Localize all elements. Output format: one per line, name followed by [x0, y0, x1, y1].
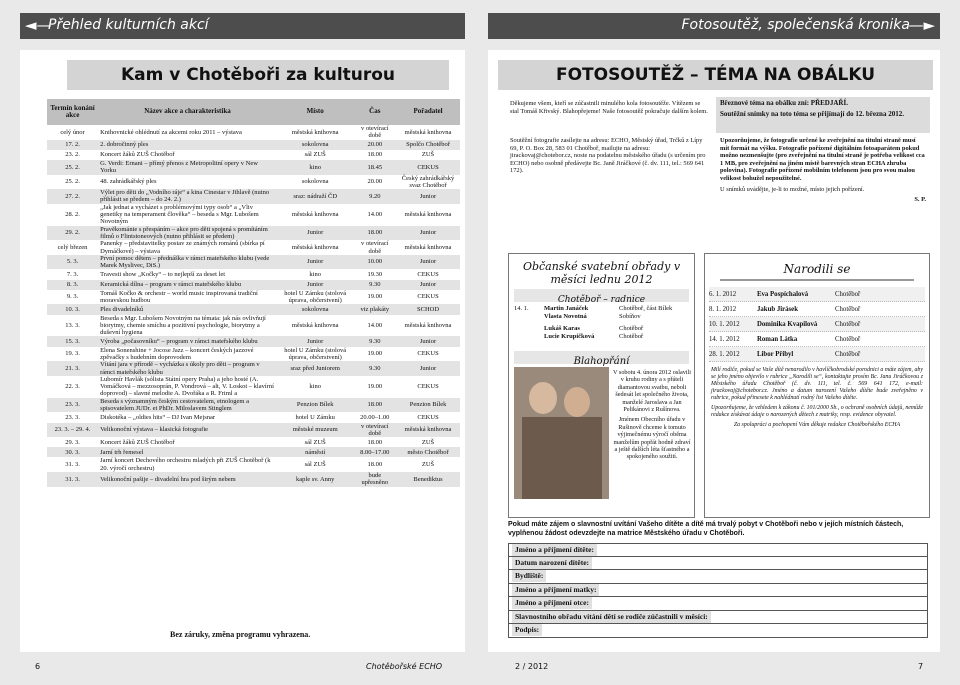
- cell-date: 17. 2.: [47, 140, 98, 150]
- col-date: Termín konání akce: [47, 99, 98, 125]
- congrats-text-2: Jménem Obecního úřadu v Rušinově chceme k tomuto výjimečnému výročí oběma manželům popřát hodně zdraví a ještě dalších léta šťastného a spokojeného soužití.: [613, 416, 691, 461]
- cell-date: celý únor: [60, 128, 85, 136]
- cell-date: 23. 3.: [65, 413, 80, 421]
- form-field-label: Jméno a příjmení otce:: [512, 597, 592, 609]
- cell-place: Junior: [277, 280, 354, 290]
- form-field-label: Datum narození dítěte:: [512, 557, 592, 569]
- table-row: [47, 457, 460, 472]
- cell-time: 9.30: [354, 361, 397, 376]
- births-notice-1: Milí rodiče, pokud se Vaše dítě nenarodilo v havlíčkobrodské porodnici a máte zájem, aby se jeho jméno objevilo v rubrice „Narodili se“, kontaktujte prosím Bc. Janu Jiráčkovou z Městského úřadu Chotěboř (č. dv. 111, tel. č. 569 641 172, e-mail: jirackovaj@chotebor.cz. Jméno a datum narození Vašeho dítěte bude zveřejněno v rubrice, pokud přinesete k nahlédnutí rodný list Vašeho dítěte.: [711, 367, 923, 401]
- form-field-label: Podpis:: [512, 624, 542, 636]
- cell-date: 21. 3.: [47, 361, 98, 376]
- left-header-title: Přehled kulturních akcí: [48, 17, 209, 33]
- cell-organizer: CEKUS: [417, 270, 439, 278]
- table-row: [47, 398, 460, 413]
- cell-place: sokolovna: [277, 140, 354, 150]
- cell-organizer: městská knihovna: [404, 243, 452, 251]
- cell-organizer: Junior: [396, 189, 460, 204]
- col-time: Čas: [354, 99, 397, 125]
- cell-place: kaple sv. Anny: [277, 472, 354, 487]
- theme-deadline: Soutěžní snímky na toto téma se přijímají do 12. března 2012.: [720, 109, 904, 118]
- table-row: [47, 269, 460, 279]
- table-row: [47, 412, 460, 422]
- form-field[interactable]: [508, 543, 928, 557]
- cell-organizer: městská knihovna: [404, 211, 452, 219]
- cell-organizer: město Chotěboř: [396, 447, 460, 457]
- cell-place: sál ZUŠ: [304, 438, 326, 446]
- cell-date: 5. 3.: [47, 255, 98, 270]
- cell-date: 29. 3.: [65, 438, 80, 446]
- cell-time: 20.00–1.00: [360, 413, 390, 421]
- cell-place: Junior: [277, 226, 354, 241]
- cell-time: 9.20: [354, 189, 397, 204]
- cell-name: První pomoc dětem – přednáška v rámci mateřského klubu (vede Marek Myslivec, DiS.): [98, 255, 277, 270]
- cell-name: „Jak jednat a vycházet s problémovými typy osob“ a „Vliv genetiky na temperament člověka“ – beseda s Mgr. Lubošem Novotným: [100, 203, 259, 226]
- photo-face-left: [529, 382, 557, 414]
- cell-organizer: SCHOD: [396, 304, 460, 314]
- cell-time: 20.00: [354, 140, 397, 150]
- births-title: Narodili se: [720, 262, 914, 281]
- cell-date: 31. 3.: [47, 472, 98, 487]
- table-row: [47, 140, 460, 150]
- birth-date: 8. 1. 2012: [709, 306, 737, 313]
- cell-date: 10. 3.: [47, 304, 98, 314]
- form-field-label: Jméno a příjmení matky:: [512, 584, 599, 596]
- spouse-residence: Chotěboř: [619, 333, 644, 340]
- cell-organizer: ZUŠ: [421, 151, 435, 159]
- baby-name: Libor Přibyl: [757, 351, 794, 358]
- spouse-name: Lukáš Karas: [544, 325, 580, 332]
- right-page-number: 7: [918, 662, 924, 671]
- form-field-label: Slavnostního obřadu vítání dětí se rodiče zúčastnili v měsíci:: [512, 611, 711, 623]
- cell-place: sál ZUŠ: [304, 151, 326, 159]
- baby-name: Jakub Jirásek: [757, 306, 798, 313]
- cell-organizer: Český zahrádkářský svaz Chotěboř: [401, 174, 455, 189]
- wedding-date: 14. 1.: [514, 305, 529, 312]
- cell-organizer: CEKUS: [417, 413, 439, 421]
- cell-date: 9. 3.: [66, 293, 79, 301]
- form-field[interactable]: [508, 624, 928, 638]
- cell-time: 19.30: [367, 270, 383, 278]
- form-field-label: Jméno a příjmení dítěte:: [512, 544, 597, 556]
- table-row: [47, 280, 460, 290]
- list-item: [709, 302, 925, 317]
- cell-date: 23. 3. – 29. 4.: [47, 423, 98, 438]
- list-item: [709, 317, 925, 332]
- cell-place: kino: [309, 383, 321, 391]
- theme-text: Březnové téma na obálku zní: PŘEDJAŘÍ.: [720, 99, 848, 107]
- cell-place: kino: [309, 270, 321, 278]
- table-row: [47, 189, 460, 204]
- cell-organizer: Penzion Bílek: [396, 398, 460, 413]
- photo-face-right: [564, 387, 590, 417]
- table-row: [47, 255, 460, 270]
- footer-issue: 2 / 2012: [515, 662, 549, 671]
- cell-name: Velikonoční výstava – klasická fotografie: [98, 423, 277, 438]
- cell-organizer: ZUŠ: [421, 438, 435, 446]
- congrats-text: [613, 369, 691, 461]
- table-row: [47, 160, 460, 175]
- arrow-left-icon: ◄—: [25, 16, 52, 34]
- cell-place: sál ZUŠ: [304, 461, 326, 469]
- cell-organizer: Benediktus: [396, 472, 460, 487]
- cell-name: Diskotéka – „oldies hits“ – DJ Ivan Mejsnar: [100, 413, 216, 421]
- table-row: [47, 361, 460, 376]
- cell-name: 2. dobročinný ples: [98, 140, 277, 150]
- spouse-name: Lucie Krupičková: [544, 333, 595, 340]
- births-notice-3: Za spolupráci a pochopení Vám děkuje redakce Chotěbořského ECHA: [733, 422, 901, 428]
- cell-name: Tomáš Kočko & orchestr – world music inspirovaná tradiční moravskou hudbou: [100, 289, 258, 305]
- cell-name: 48. zahrádkářský ples: [100, 178, 157, 186]
- cell-time: 18.00: [367, 461, 383, 469]
- birth-date: 28. 1. 2012: [709, 351, 740, 358]
- cell-name: Vítání jara v přírodě – vycházka s úkoly pro děti – program v rámci mateřského klubu: [98, 361, 277, 376]
- cell-name: Ples divadelníků: [98, 304, 277, 314]
- baby-name: Eva Pospíchalová: [757, 291, 809, 298]
- table-row: [47, 204, 460, 226]
- list-item: [544, 333, 689, 341]
- cell-date: 31. 3.: [65, 461, 80, 469]
- list-item: [709, 287, 925, 302]
- cell-time: v otevírací době: [360, 125, 389, 140]
- theme-info: [720, 100, 926, 121]
- cell-name: Velikonoční pašije – divadelní hra pod širým nebem: [98, 472, 277, 487]
- cell-place: sokolovna: [277, 304, 354, 314]
- cell-time: 14.00: [367, 211, 383, 219]
- cell-time: 8.00–17.00: [354, 447, 397, 457]
- form-field[interactable]: [508, 584, 928, 598]
- cell-name: Knihovnické ohlédnutí za akcemi roku 2011 – výstava: [100, 128, 242, 136]
- weddings-subtitle: Chotěboř – radnice: [557, 295, 646, 305]
- birth-date: 6. 1. 2012: [709, 291, 737, 298]
- spouse-residence: Chotěboř, část Bílek: [619, 305, 673, 312]
- birth-town: Chotěboř: [835, 351, 861, 358]
- instructions-text: Soutěžní fotografie zasílejte na adresu: ECHO, Městský úřad, Trčků z Lípy 69, P. O. Box 28, 583 01 Chotěboř, mailujte na adresu: jirackovaj@chotebor.cz, noste na podatelnu městského úřadu (s určením pro ECHO) nebo osobně předávejte Bc. Janě Jiráčkové (č. dv. 111, tel.: 569 641 172).: [510, 137, 706, 175]
- table-row: [47, 175, 460, 190]
- cell-place: městská knihovna: [291, 211, 339, 219]
- cell-place: Junior: [277, 255, 354, 270]
- cell-organizer: Spolčo Chotěboř: [396, 140, 460, 150]
- cell-name: Výlet pro děti do „Vodního ráje“ a kina Cinestar v Jihlavě (nutno přihlásit se předem – do 24. 2.): [98, 189, 277, 204]
- right-page: [488, 50, 940, 652]
- form-intro: Pokud máte zájem o slavnostní uvítání Vašeho dítěte a dítě má trvalý pobyt v Chotěboři nebo v jejích místních částech, vyplňenou žádost odevzdejte na matrice Městského úřadu v Chotěboři.: [508, 521, 904, 537]
- cell-time: 14.00: [367, 321, 383, 329]
- col-place: Místo: [277, 99, 354, 125]
- cell-place: hotel U Zámku: [295, 413, 335, 421]
- birth-date: 14. 1. 2012: [709, 336, 740, 343]
- cell-date: 15. 3.: [47, 336, 98, 346]
- cell-name: Jarní trh řemesel: [98, 447, 277, 457]
- births-list: [705, 287, 929, 362]
- cell-date: 22. 3.: [65, 383, 80, 391]
- cell-date: celý březen: [57, 243, 88, 251]
- cell-place: městské muzeum: [277, 423, 354, 438]
- cell-organizer: Junior: [396, 280, 460, 290]
- spouse-residence: Sobíňov: [619, 313, 641, 320]
- cell-name: Lubomír Havlák (sólista Státní opery Praha) a jeho hosté (A. Vomáčková – mezzosoprán, P. Vondrová – alt, V. Loskot – klavírní doprovod) – slavné melodie A. Dvořáka a R. Friml a: [100, 375, 274, 398]
- instructions-col-1: [510, 137, 710, 178]
- cell-date: 28. 2.: [65, 211, 80, 219]
- instructions-place: U snímků uvádějte, je-li to možné, místo jejich pořízení.: [720, 185, 865, 193]
- form-field[interactable]: [508, 597, 928, 611]
- left-page: [20, 50, 465, 652]
- cell-name: Beseda s Mgr. Lubošem Novotným na témata: jak nás ovlivňují biorytmy, chemie smíchu a pozitivní psychologie, biorytmy a duševní hygiena: [100, 314, 266, 337]
- cell-place: hotel U Zámku (stolová úprava, občerstvení): [284, 289, 347, 305]
- form-field[interactable]: [508, 611, 928, 625]
- cell-name: Keramická dílna – program v rámci mateřského klubu: [98, 280, 277, 290]
- footer-brand: Chotěbořské ECHO: [366, 662, 443, 671]
- table-row: [47, 226, 460, 241]
- weddings-title: Občanské svatební obřady v měsíci lednu 2012: [522, 260, 681, 286]
- cell-organizer: Junior: [396, 255, 460, 270]
- table-row: [47, 290, 460, 305]
- table-row: [47, 423, 460, 438]
- cell-time: 18.00: [367, 438, 383, 446]
- congrats-content: [509, 367, 694, 507]
- cell-organizer: CEKUS: [417, 293, 439, 301]
- congrats-bar: [514, 351, 689, 367]
- cell-date: 25. 2.: [65, 178, 80, 186]
- congrats-text-1: V sobotu 4. února 2012 oslavili v kruhu rodiny a s přáteli diamantovou svatbu, neboli šedesát let společného života, manželé Jaroslava a Jan Pelikánovi z Rušínova.: [613, 369, 691, 414]
- cell-time: 18.00: [367, 151, 383, 159]
- cell-place: městská knihovna: [291, 128, 339, 136]
- table-row: [47, 472, 460, 487]
- birth-town: Chotěboř: [835, 291, 861, 298]
- table-row: [47, 150, 460, 160]
- birth-town: Chotěboř: [835, 336, 861, 343]
- welcome-form: [508, 543, 928, 638]
- cell-date: 19. 3.: [65, 350, 80, 358]
- cell-organizer: městská knihovna: [404, 321, 452, 329]
- cell-name: Elena Sonenshine + Jocose Jazz – koncert českých jazzové zpěvačky s hudebním doprovodem: [100, 346, 254, 361]
- table-row: [47, 315, 460, 337]
- cell-name: Beseda s významným českým cestovatelem, etnologem a spisovatelem JUDr. et PhDr. Miloslavem Stinglem: [98, 398, 277, 413]
- cell-date: 23. 3.: [47, 398, 98, 413]
- cell-name: Výroba „počasovníku“ – program v rámci mateřského klubu: [98, 336, 277, 346]
- couples-list: [544, 305, 689, 341]
- birth-town: Chotěboř: [835, 321, 861, 328]
- cell-time: 9.30: [354, 336, 397, 346]
- cell-place: sokolovna: [301, 178, 329, 186]
- list-item: [709, 332, 925, 347]
- cell-time: viz plakáty: [354, 304, 397, 314]
- col-organizer: Pořadatel: [396, 99, 460, 125]
- cell-time: 19.00: [367, 383, 383, 391]
- table-row: [47, 240, 460, 255]
- cell-time: 19.00: [367, 293, 383, 301]
- cell-time: 18.00: [354, 226, 397, 241]
- cell-place: sraz: nádraží ČD: [277, 189, 354, 204]
- weddings-subtitle-bar: [514, 289, 689, 305]
- cell-organizer: městská knihovna: [396, 423, 460, 438]
- birth-town: Chotěboř: [835, 306, 861, 313]
- cell-time: 10.00: [354, 255, 397, 270]
- left-page-number: 6: [35, 662, 41, 671]
- table-row: [47, 336, 460, 346]
- cell-date: 13. 3.: [65, 321, 80, 329]
- right-page-title: FOTOSOUTĚŽ – TÉMA NA OBÁLKU: [498, 60, 933, 90]
- intro-text: Děkujeme všem, kteří se zúčastnili minulého kola fotosoutěže. Vítězem se stal Tomáš Křivský. Blahopřejeme! Naše fotosoutěž pokračuje dalším kolem.: [510, 100, 708, 115]
- cell-place: městská knihovna: [291, 243, 339, 251]
- right-header-bar: [488, 13, 940, 39]
- cell-place: náměstí: [277, 447, 354, 457]
- table-row: [47, 447, 460, 457]
- cell-organizer: Junior: [396, 336, 460, 346]
- cell-time: v otevírací době: [354, 423, 397, 438]
- cell-name: Travesti show „Kočky“ – to nejlepší za deset let: [100, 270, 226, 278]
- cell-date: 7. 3.: [66, 270, 79, 278]
- table-row: [47, 376, 460, 398]
- spouse-name: Vlasta Novotná: [544, 313, 587, 320]
- cell-time: 19.00: [367, 350, 383, 358]
- cell-name: Koncert žáků ZUŠ Chotěboř: [100, 438, 175, 446]
- left-header-bar: [20, 13, 465, 39]
- list-item: [709, 347, 925, 362]
- cell-name: Panenky – představitelky postav ze známých románů (sbírka pí Dymáčkové) – výstava: [100, 240, 265, 255]
- list-item: [544, 325, 689, 333]
- spouse-residence: Chotěboř: [619, 325, 644, 332]
- cell-organizer: CEKUS: [417, 383, 439, 391]
- form-field[interactable]: [508, 557, 928, 571]
- form-field-label: Bydliště:: [512, 570, 546, 582]
- birth-date: 10. 1. 2012: [709, 321, 740, 328]
- signature: S. P.: [914, 196, 926, 204]
- cell-place: Penzion Bílek: [277, 398, 354, 413]
- table-row: [47, 437, 460, 447]
- cell-place: městská knihovna: [291, 321, 339, 329]
- cell-time: 18.00: [354, 398, 397, 413]
- cell-time: v otevírací době: [360, 240, 389, 255]
- cell-date: 29. 2.: [47, 226, 98, 241]
- cell-date: 25. 2.: [47, 160, 98, 175]
- right-header-title: Fotosoutěž, společenská kronika: [681, 17, 910, 33]
- table-row: [47, 347, 460, 362]
- weddings-list: [509, 305, 694, 347]
- cell-time: 18.45: [354, 160, 397, 175]
- cell-time: 20.00: [367, 178, 383, 186]
- instructions-col-2: [720, 137, 926, 207]
- spouse-name: Martin Janáček: [544, 305, 589, 312]
- baby-name: Dominika Kvapilová: [757, 321, 818, 328]
- cell-organizer: městská knihovna: [404, 128, 452, 136]
- cell-date: 23. 2.: [65, 151, 80, 159]
- table-row: [47, 304, 460, 314]
- cell-date: 30. 3.: [47, 447, 98, 457]
- cell-place: kino: [277, 160, 354, 175]
- cell-date: 8. 3.: [47, 280, 98, 290]
- cell-time: 9.30: [354, 280, 397, 290]
- births-notice-2: Upozorňujeme, že vzhledem k zákonu č. 101/2000 Sb., o ochraně osobních údajů, nemůže redakce získávat údaje o narozených dětech z matriky, resp. evidence obyvatel.: [711, 405, 923, 418]
- cell-organizer: ZUŠ: [421, 461, 435, 469]
- births-box: [704, 253, 930, 518]
- arrow-right-icon: —►: [908, 16, 935, 34]
- photo-body: [522, 417, 602, 499]
- cell-name: G. Verdi: Ernani – přímý přenos z Metropolitní opery v New Yorku: [98, 160, 277, 175]
- form-field[interactable]: [508, 570, 928, 584]
- col-name: Název akce a charakteristika: [98, 99, 277, 125]
- photo-contest-intro: [510, 100, 710, 118]
- cell-place: hotel U Zámku (stolová úprava, občerstvení): [284, 346, 347, 361]
- weddings-box: [508, 253, 695, 518]
- table-row: [47, 125, 460, 140]
- couple-photo: [514, 367, 609, 499]
- cell-name: Koncert žáků ZUŠ Chotěboř: [100, 151, 175, 159]
- cell-place: sraz před Juniorem: [277, 361, 354, 376]
- instructions-format: Upozorňujeme, že fotografie určené ke zveřejnění na titulní straně musí mít formát na výšku. Fotografie pořízené digitálním fotoaparátem pokud možno nezmenšujte (pro zveřejnění na titulní straně je potřeba velikost cca 1 MB, pro zveřejnění na jiném místě barevných stran ECHA zhruba polovina). Fotografie pořízené mobilním telefonem jsou pro svou malou velikost bohužel nepoužitelné.: [720, 137, 925, 182]
- congrats-title: Blahopřání: [573, 356, 630, 367]
- cell-organizer: CEKUS: [417, 350, 439, 358]
- list-item: [544, 313, 689, 321]
- cell-name: Pravěkománie s přespáním – akce pro děti spojená s promítáním filmů o Flintstoneových (nutno přihlásit se předem): [98, 226, 277, 241]
- events-table: [47, 99, 460, 487]
- table-note: Bez záruky, změna programu vyhrazena.: [170, 630, 311, 639]
- left-page-title: Kam v Chotěboři za kulturou: [67, 60, 449, 90]
- cell-organizer: CEKUS: [396, 160, 460, 175]
- cell-organizer: Junior: [396, 226, 460, 241]
- births-notice: [711, 367, 923, 429]
- cell-organizer: Junior: [396, 361, 460, 376]
- cell-date: 27. 2.: [47, 189, 98, 204]
- baby-name: Roman Látka: [757, 336, 798, 343]
- cell-place: Junior: [277, 336, 354, 346]
- cell-name: Jarní koncert Dechového orchestru mladých při ZUŠ Chotěboř (k 20. výročí orchestru): [100, 457, 271, 472]
- list-item: [544, 305, 689, 313]
- cell-time: bude upřesněno: [354, 472, 397, 487]
